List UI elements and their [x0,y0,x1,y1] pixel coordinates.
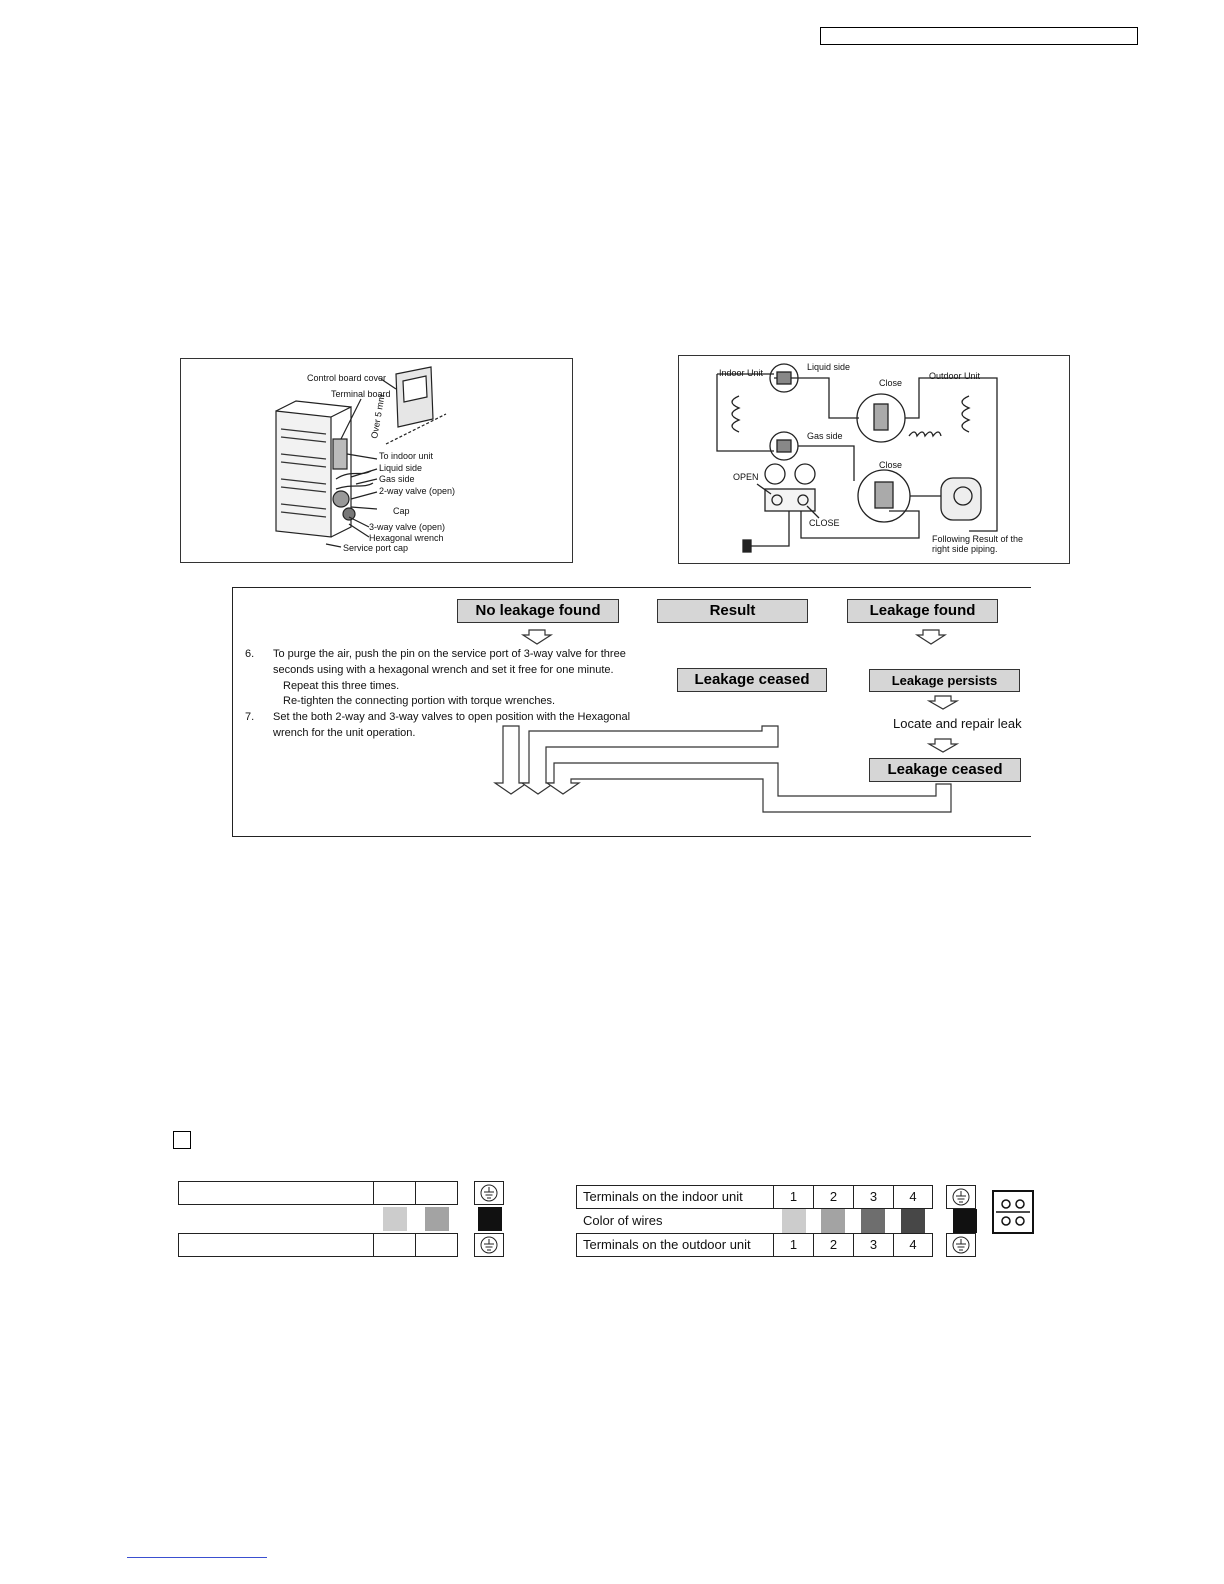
ground-icon [947,1186,975,1208]
leakage-ceased-box-1: Leakage ceased [677,668,827,692]
label-hex-wrench: Hexagonal wrench [369,533,444,543]
leakage-persists-box: Leakage persists [869,669,1020,692]
outdoor-terminal-1: 1 [773,1233,814,1257]
left-indoor-label-cell [178,1181,374,1205]
outdoor-terminal-2: 2 [813,1233,854,1257]
step-6-line-4: Re-tighten the connecting portion with torque wrenches. [283,695,556,707]
label-indoor-unit: Indoor Unit [719,368,764,378]
left-outdoor-ground-terminal [474,1233,504,1257]
label-open: OPEN [733,472,759,482]
arrow-repair-down [929,739,957,752]
connector-pins-icon [992,1190,1034,1234]
left-indoor-ground-terminal [474,1181,504,1205]
ground-icon [947,1234,975,1256]
leak-check-flow-panel [232,587,1031,837]
label-outdoor-unit: Outdoor Unit [929,371,981,381]
left-outdoor-terminal-1 [373,1233,416,1257]
header-box [820,27,1138,45]
arrow-no-leak-down [523,630,551,644]
step-6-line-2: seconds using with a hexagonal wrench and set it free for one minute. [273,664,614,676]
left-outdoor-label-cell [178,1233,374,1257]
step-6-line-1: To purge the air, push the pin on the service port of 3-way valve for three [273,648,626,660]
color-of-wires-label: Color of wires [583,1213,663,1228]
flow-connectors [233,588,1031,836]
outdoor-unit-connection-diagram [180,358,573,563]
label-following-result: Following Result of the right side piping. [932,534,1024,554]
leakage-found-box: Leakage found [847,599,998,623]
outdoor-unit-illustration [181,359,572,562]
result-box: Result [657,599,808,623]
step-7-line-1: Set the both 2-way and 3-way valves to open position with the Hexagonal [273,711,631,723]
label-liquid-side: Liquid side [379,463,423,473]
left-indoor-terminal-1 [373,1181,416,1205]
arrow-persists-down [929,696,957,709]
wire-swatch-4 [901,1209,925,1233]
outdoor-terminals-label: Terminals on the outdoor unit [576,1233,774,1257]
indoor-ground-terminal [946,1185,976,1209]
label-close-top: Close [879,378,903,388]
piping-schematic-diagram [678,355,1070,564]
section-checkbox [173,1131,191,1149]
label-liquid-side-r: Liquid side [807,362,851,372]
wire-ground-swatch [953,1209,977,1233]
connector-ceased-2 [547,763,951,812]
label-3way-valve: 3-way valve (open) [369,522,446,532]
indoor-terminal-1: 1 [773,1185,814,1209]
label-cap: Cap [393,506,410,516]
indoor-terminal-3: 3 [853,1185,894,1209]
label-over-5mm: Over 5 mm [369,393,387,440]
outdoor-terminal-4: 4 [893,1233,933,1257]
label-to-indoor-unit: To indoor unit [379,451,434,461]
label-gas-side: Gas side [379,474,415,484]
locate-repair-text: Locate and repair leak [893,716,1022,731]
no-leakage-found-box: No leakage found [457,599,619,623]
label-service-port-cap: Service port cap [343,543,409,553]
indoor-terminals-label: Terminals on the indoor unit [576,1185,774,1209]
wire-swatch-2 [821,1209,845,1233]
ground-icon [475,1182,503,1204]
label-close-bottom: Close [879,460,903,470]
leakage-ceased-box-2: Leakage ceased [869,758,1021,782]
arrow-leak-found-down [917,630,945,644]
label-terminal-board: Terminal board [331,389,391,399]
outdoor-ground-terminal [946,1233,976,1257]
wire-swatch-3 [861,1209,885,1233]
label-close-gauge: CLOSE [809,518,840,528]
label-2way-valve: 2-way valve (open) [379,486,456,496]
step-6-line-3: Repeat this three times. [283,680,400,692]
label-gas-side-r: Gas side [807,431,843,441]
indoor-terminal-2: 2 [813,1185,854,1209]
step-7-number: 7. [245,711,255,723]
left-wire-swatch-2 [425,1207,449,1231]
left-wire-swatch-1 [383,1207,407,1231]
label-control-board-cover: Control board cover [307,373,387,383]
wire-swatch-1 [782,1209,806,1233]
left-outdoor-terminal-2 [415,1233,458,1257]
piping-schematic [679,356,1069,563]
step-7-line-2: wrench for the unit operation. [273,727,416,739]
left-indoor-terminal-2 [415,1181,458,1205]
step-6-number: 6. [245,648,255,660]
ground-icon [475,1234,503,1256]
left-wire-ground-swatch [478,1207,502,1231]
outdoor-terminal-3: 3 [853,1233,894,1257]
indoor-terminal-4: 4 [893,1185,933,1209]
footer-link-underline[interactable] [127,1557,267,1558]
